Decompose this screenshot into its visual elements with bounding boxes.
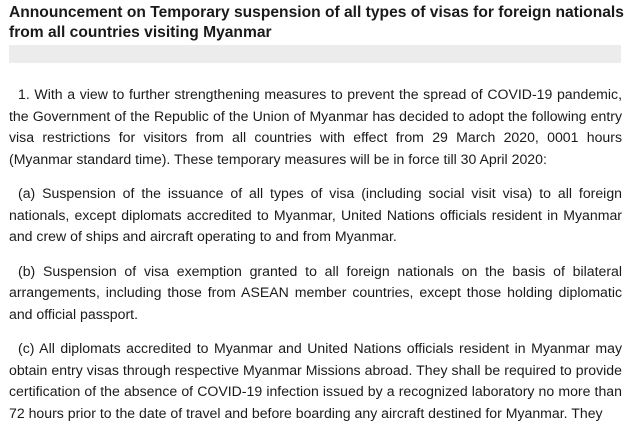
paragraph-1: 1. With a view to further strengthening measures to prevent the spread of COVID-19 pandemic, the Government of the Republic of the Union of Myanmar has decided to adopt the following entry visa restrictions for visitors from all countries with effect from 29 March 2020, 0001 hours (Myanmar standard time). These temporary measures will be in force till 30 April 2020: — [9, 86, 622, 167]
paragraph-c: (c) All diplomats accredited to Myanmar and United Nations officials resident in Myanmar may obtain entry visas through respective Myanmar Missions abroad. They shall be required to provide certification of the absence of COVID-19 infection issued by a recognized laboratory no more than 72 hours prior to the date of travel and before boarding any aircraft destined for Myanmar. They — [9, 340, 622, 421]
paragraph-b: (b) Suspension of visa exemption granted to all foreign nationals on the basis of bilateral arrangements, including those from ASEAN member countries, except those holding diplomatic and official passport. — [9, 262, 622, 322]
page-title: Announcement on Temporary suspension of all types of visas for foreign nationals from all countries visiting Myanmar — [9, 4, 624, 41]
article-body — [9, 84, 622, 426]
divider-bar — [9, 45, 621, 63]
paragraph-a: (a) Suspension of the issuance of all types of visa (including social visit visa) to all foreign nationals, except diplomats accredited to Myanmar, United Nations officials resident in Myanmar and crew of ships and aircraft operating to and from Myanmar. — [9, 185, 622, 244]
